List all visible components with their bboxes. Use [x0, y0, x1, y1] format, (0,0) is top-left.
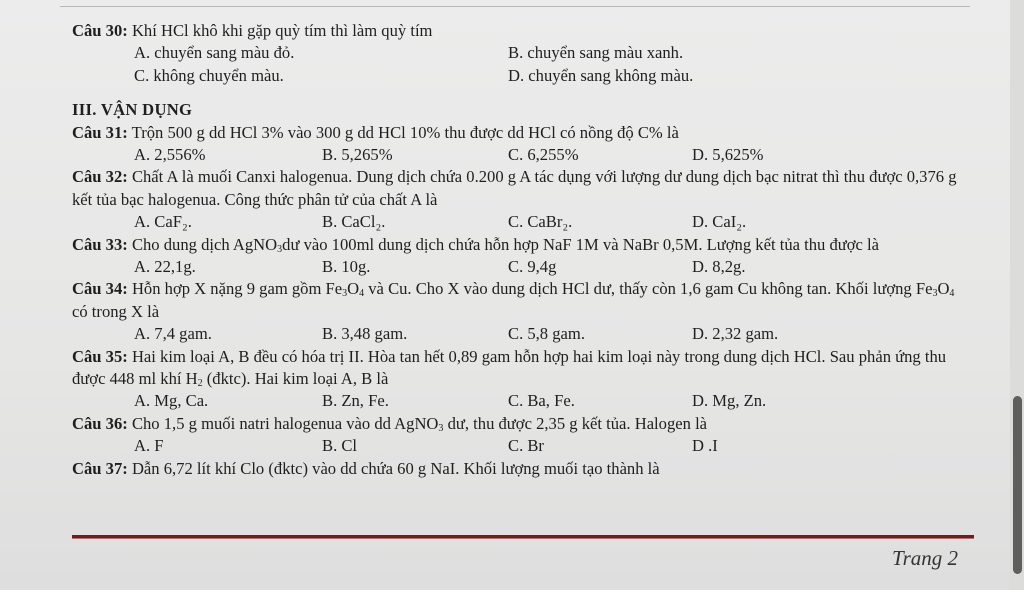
options-row	[72, 390, 972, 412]
option-c: C. 6,255%	[508, 145, 579, 164]
question-text: Hỗn hợp X nặng 9 gam gồm Fe	[131, 279, 343, 299]
question-text-cont: O	[347, 279, 360, 299]
subscript: 4	[949, 288, 955, 300]
option-c: C. không chuyển màu.	[134, 65, 284, 85]
question-text-cont: dư vào 100ml dung dịch chứa hỗn hợp NaF 1M và NaBr 0,5M. Lượng kết tủa thu được là	[282, 234, 880, 254]
question-text: Trộn 500 g dd HCl 3% vào 300 g dd HCl 10% thu được dd HCl có nồng độ C% là	[131, 122, 679, 142]
subscript: 3	[277, 243, 283, 255]
question-number: Câu 34:	[72, 279, 128, 299]
question-35	[72, 346, 972, 391]
question-34	[72, 278, 972, 323]
option-a: A. CaF₂.	[134, 212, 192, 232]
option-a: A. 7,4 gam.	[134, 324, 212, 344]
question-33	[72, 234, 972, 256]
question-text-cont: và Cu. Cho X vào dung dịch HCl dư, thấy còn 1,6 gam Cu không tan. Khối lượng Fe	[364, 279, 933, 299]
question-text: Chất A là muối Canxi halogenua. Dung dịch chứa 0.200 g A tác dụng với lượng dư dung dịch bạc nitrat thì thu được 0,376 g kết tủa bạc halogenua. Công thức phân tử của chất A là	[72, 167, 957, 209]
option-d: D. 2,32 gam.	[692, 324, 779, 344]
options-row	[72, 65, 972, 87]
options-row	[72, 435, 972, 457]
question-text: Hai kim loại A, B đều có hóa trị II. Hòa tan hết 0,89 gam hỗn hợp hai kim loại này trong dung dịch HCl. Sau phản ứng thu được 448 ml khí H	[72, 346, 947, 388]
question-number: Câu 36:	[72, 413, 128, 433]
option-a: A. 2,556%	[134, 145, 206, 164]
options-row	[72, 256, 972, 278]
question-number: Câu 37:	[72, 458, 128, 478]
question-text-cont: dư, thu được 2,35 g kết tủa. Halogen là	[443, 413, 708, 433]
question-text: Cho dung dịch AgNO	[131, 234, 278, 254]
subscript: 3	[932, 288, 938, 300]
question-number: Câu 30:	[72, 21, 128, 40]
option-a: A. Mg, Ca.	[134, 391, 209, 411]
question-text-cont: có trong X là	[72, 301, 160, 321]
subscript: 4	[359, 288, 365, 300]
page-number: Trang 2	[892, 546, 958, 570]
subscript: 3	[342, 288, 348, 300]
question-number: Câu 32:	[72, 167, 128, 187]
option-b: B. 5,265%	[322, 145, 393, 164]
question-number: Câu 35:	[72, 346, 128, 366]
option-b: B. Zn, Fe.	[322, 391, 389, 411]
question-37	[72, 458, 972, 480]
footer-divider-shadow	[72, 538, 974, 539]
option-d: D. CaI₂.	[692, 212, 747, 232]
option-c: C. 5,8 gam.	[508, 324, 585, 344]
question-30	[72, 20, 972, 42]
option-a: A. chuyển sang màu đỏ.	[134, 43, 295, 63]
subscript: 2	[197, 378, 203, 389]
option-a: A. 22,1g.	[134, 257, 196, 276]
question-number: Câu 33:	[72, 234, 128, 254]
option-a: A. F	[134, 436, 164, 456]
option-d: D. 8,2g.	[692, 257, 746, 276]
question-text-cont: O	[937, 279, 950, 299]
option-b: B. 3,48 gam.	[322, 324, 408, 344]
question-text: Cho 1,5 g muối natri halogenua vào dd AgNO	[131, 413, 439, 433]
options-row	[72, 323, 972, 345]
scrollbar-thumb[interactable]	[1013, 396, 1022, 574]
option-c: C. 9,4g	[508, 257, 557, 276]
option-b: B. chuyển sang màu xanh.	[508, 43, 684, 63]
option-d: D .I	[692, 436, 718, 456]
options-row	[72, 42, 972, 64]
top-rule	[60, 6, 970, 7]
option-c: C. CaBr₂.	[508, 212, 573, 232]
options-row	[72, 144, 972, 166]
option-d: D. 5,625%	[692, 145, 764, 164]
option-c: C. Br	[508, 436, 544, 456]
option-b: B. Cl	[322, 436, 358, 456]
question-text: Khí HCl khô khi gặp quỳ tím thì làm quỳ tím	[131, 21, 433, 40]
option-d: D. Mg, Zn.	[692, 391, 767, 411]
option-c: C. Ba, Fe.	[508, 391, 575, 411]
subscript: 3	[438, 422, 444, 434]
option-b: B. CaCl₂.	[322, 212, 386, 232]
question-number: Câu 31:	[72, 122, 128, 142]
question-36	[72, 413, 972, 435]
document-body	[72, 20, 972, 480]
option-b: B. 10g.	[322, 257, 371, 276]
question-31	[72, 122, 972, 144]
question-text-cont: (đktc). Hai kim loại A, B là	[202, 369, 389, 388]
question-32	[72, 166, 972, 211]
options-row	[72, 211, 972, 233]
section-title: III. VẬN DỤNG	[72, 100, 193, 120]
option-d: D. chuyển sang không màu.	[508, 65, 694, 85]
question-text: Dẫn 6,72 lít khí Clo (đktc) vào dd chứa 60 g NaI. Khối lượng muối tạo thành là	[131, 458, 660, 478]
